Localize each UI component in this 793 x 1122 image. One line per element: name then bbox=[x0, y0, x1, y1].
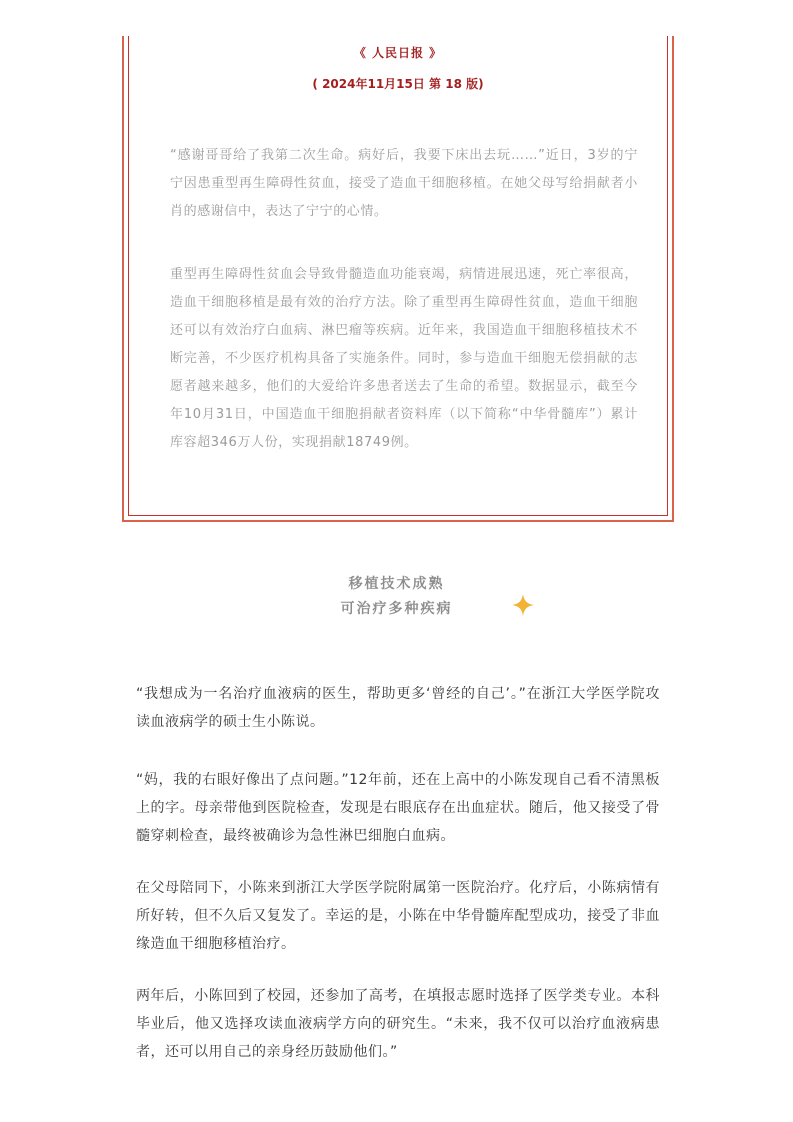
body-paragraph: 在父母陪同下，小陈来到浙江大学医学院附属第一医院治疗。化疗后，小陈病情有所好转，但不久后又复发了。幸运的是，小陈在中华骨髓库配型成功，接受了非血缘造血干细胞移植治疗。 bbox=[136, 880, 660, 952]
frame-inner-right-border bbox=[667, 36, 668, 516]
quote-paragraph: 重型再生障碍性贫血会导致骨髓造血功能衰竭，病情进展迅速，死亡率很高，造血干细胞移植是最有效的治疗方法。除了重型再生障碍性贫血，造血干细胞还可以有效治疗白血病、淋巴瘤等疾病。近年来，我国造血干细胞移植技术不断完善，不少医疗机构具备了实施条件。同时，参与造血干细胞无偿捐献的志愿者越来越多，他们的大爱给许多患者送去了生命的希望。数据显示，截至今年10月31日，中国造血干细胞捐献者资料库（以下简称“中华骨髓库”）累计库容超346万人份，实现捐献18749例。 bbox=[170, 267, 638, 450]
body-paragraph: “妈，我的右眼好像出了点问题。”12年前，还在上高中的小陈发现自己看不清黑板上的字。母亲带他到医院检查，发现是右眼底存在出血症状。随后，他又接受了骨髓穿刺检查，最终被确诊为急性淋巴细胞白血病。 bbox=[136, 772, 660, 844]
section-heading-line1: 移植技术成熟 bbox=[348, 576, 445, 592]
frame-inner-bottom-border bbox=[128, 515, 668, 516]
frame-outer-right-border bbox=[672, 36, 674, 522]
frame-inner-left-border bbox=[128, 36, 129, 516]
sparkle-star-icon bbox=[511, 593, 535, 617]
source-date: ( 2024年11月15日 第 18 版) bbox=[312, 77, 484, 91]
body-paragraph: “我想成为一名治疗血液病的医生，帮助更多‘曾经的自己’。”在浙江大学医学院攻读血液病学的硕士生小陈说。 bbox=[136, 686, 660, 730]
body-paragraph: 两年后，小陈回到了校园，还参加了高考，在填报志愿时选择了医学类专业。本科毕业后，他又选择攻读血液病学方向的研究生。“未来，我不仅可以治疗血液病患者，还可以用自己的亲身经历鼓励他们。” bbox=[136, 988, 660, 1060]
source-title: 《 人民日报 》 bbox=[353, 46, 443, 60]
frame-outer-left-border bbox=[122, 36, 124, 522]
section-heading-line2: 可治疗多种疾病 bbox=[340, 601, 453, 617]
quote-paragraph: “感谢哥哥给了我第二次生命。病好后，我要下床出去玩……”近日，3岁的宁宁因患重型再生障碍性贫血，接受了造血干细胞移植。在她父母写给捐献者小肖的感谢信中，表达了宁宁的心情。 bbox=[170, 148, 638, 219]
section-heading bbox=[0, 572, 793, 622]
quote-frame bbox=[122, 36, 674, 522]
frame-outer-bottom-border bbox=[122, 520, 674, 522]
